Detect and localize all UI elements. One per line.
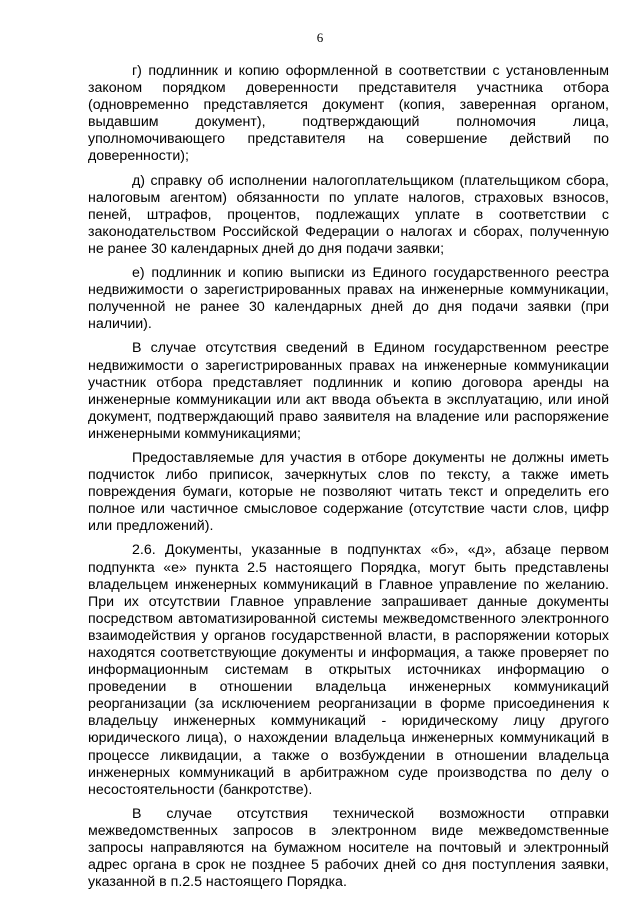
paragraph-absence-of-records: В случае отсутствия сведений в Едином государственном реестре недвижимости о зарегистрированных правах на инженерные коммуникации участник отбора представляет подлинник и копию договора аренды на инженерные коммуникации или акт ввода объекта в эксплуатацию, или иной документ, подтверждающий право заявителя на владение или распоряжение инженерными коммуникациями; — [88, 340, 609, 442]
document-body — [88, 63, 609, 898]
paragraph-subitem-g: г) подлинник и копию оформленной в соответствии с установленным законом порядком доверенности представителя участника отбора (одновременно представляется документ (копия, заверенная органом, выдавшим документ), подтверждающий полномочия лица, уполномочивающего представителя на совершение действий по доверенности); — [88, 63, 609, 165]
paragraph-interagency-requests: В случае отсутствия технической возможности отправки межведомственных запросов в электронном виде межведомственные запросы направляются на бумажном носителе на почтовый и электронный адрес органа в срок не позднее 5 рабочих дней со дня поступления заявки, указанной в п.2.5 настоящего Порядка. — [88, 805, 609, 891]
page-number: 6 — [316, 30, 324, 45]
paragraph-document-requirements: Предоставляемые для участия в отборе документы не должны иметь подчисток либо приписок, зачеркнутых слов по тексту, а также иметь повреждения бумаги, которые не позволяют читать текст и определить его полное или частичное смысловое содержание (отсутствие части слов, цифр или предложений). — [88, 449, 609, 535]
paragraph-subitem-d: д) справку об исполнении налогоплательщиком (плательщиком сбора, налоговым агентом) обязанности по уплате налогов, страховых взносов, пеней, штрафов, процентов, подлежащих уплате в соответствии с законодательством Российской Федерации о налогах и сборах, полученную не ранее 30 календарных дней до дня подачи заявки; — [88, 172, 609, 257]
paragraph-subitem-e: е) подлинник и копию выписки из Единого государственного реестра недвижимости о зарегистрированных правах на инженерные коммуникации, полученной не ранее 30 календарных дней до дня подачи заявки (при наличии). — [88, 265, 609, 333]
paragraph-section-2-6: 2.6. Документы, указанные в подпунктах «б», «д», абзаце первом подпункта «е» пункта 2.5 настоящего Порядка, могут быть представлены владельцем инженерных коммуникаций в Главное управление по желанию. При их отсутствии Главное управление запрашивает данные документы посредством автоматизированной системы межведомственного электронного взаимодействия у органов государственной власти, в распоряжении которых находятся соответствующие документы и информация, а также проверяет по информационным системам в открытых источниках информацию о проведении в отношении владельца инженерных коммуникаций реорганизации (за исключением реорганизации в форме присоединения к владельцу инженерных коммуникаций - юридическому лицу другого юридического лица), о нахождении владельца инженерных коммуникаций в процессе ликвидации, а также о возбуждении в отношении владельца инженерных коммуникаций в арбитражном суде производства по делу о несостоятельности (банкротстве). — [88, 542, 609, 798]
